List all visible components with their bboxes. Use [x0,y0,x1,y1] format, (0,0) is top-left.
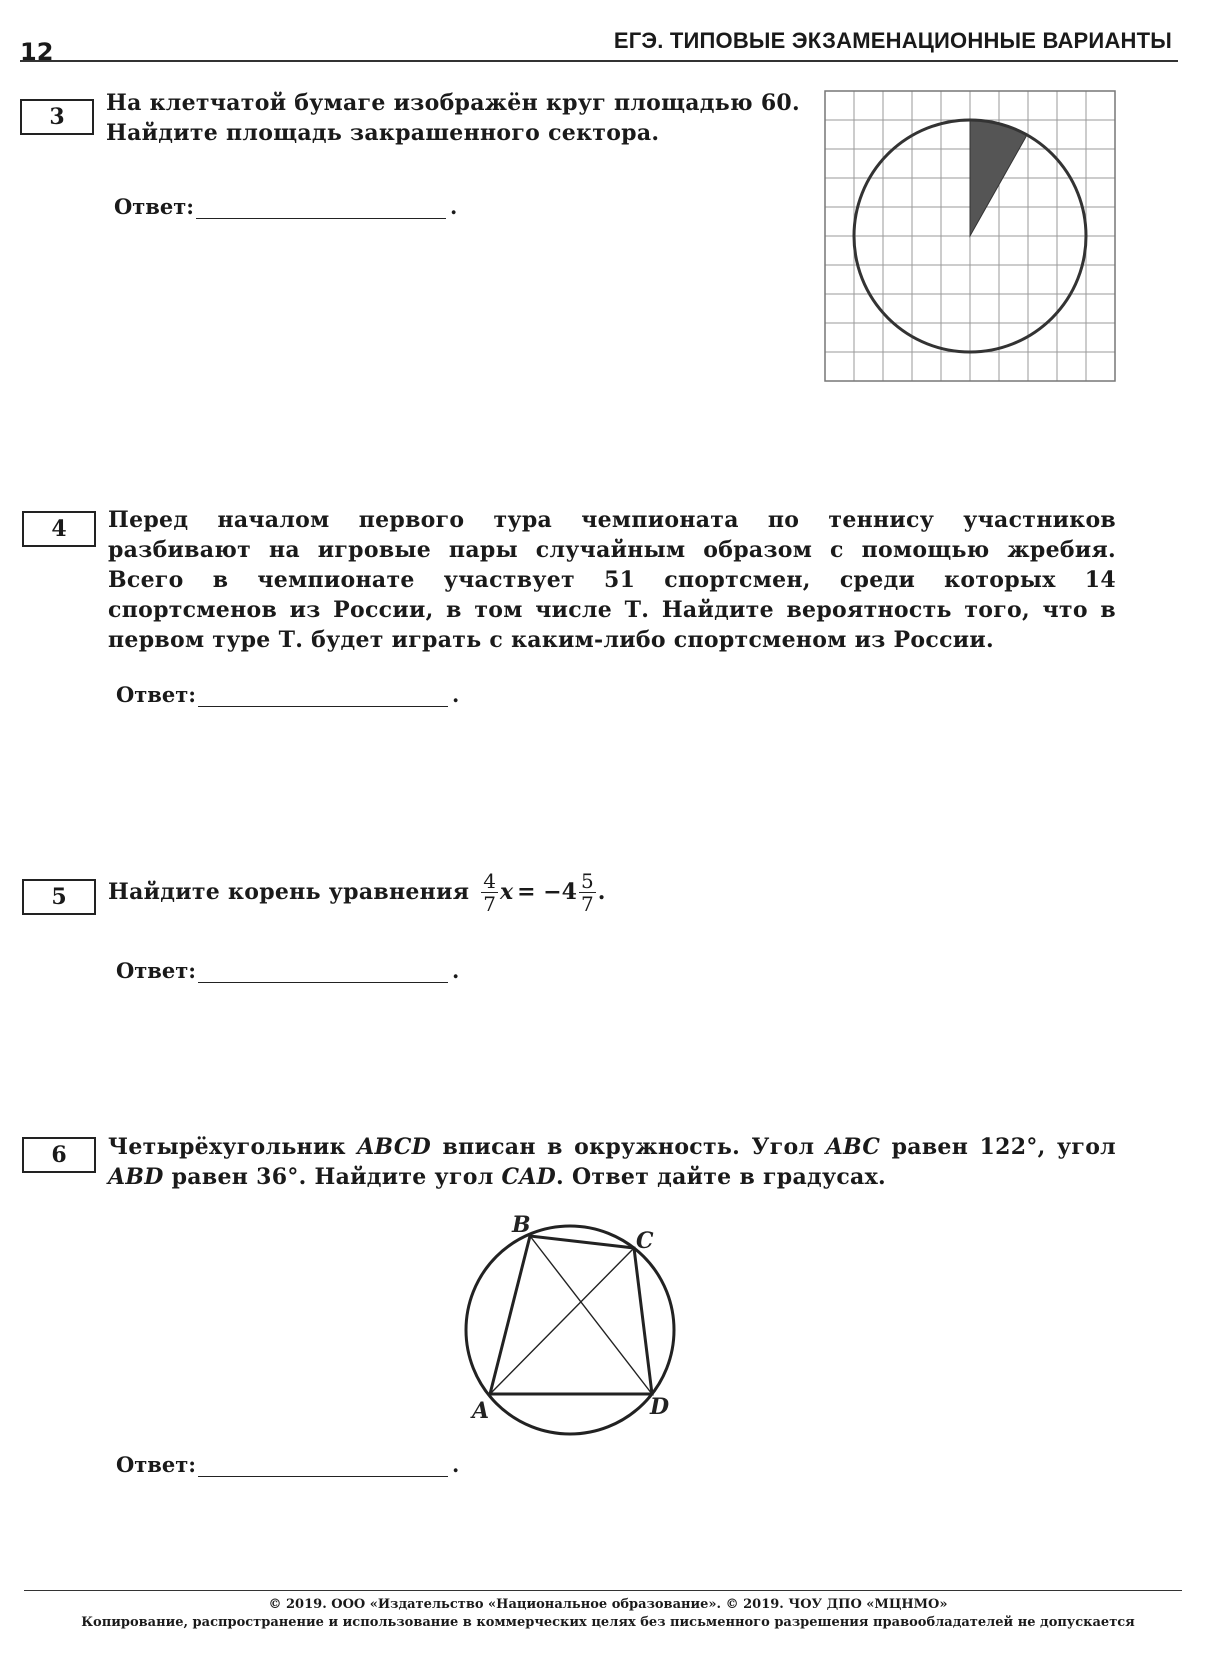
task-5-answer [116,958,459,983]
task-6-text [108,1132,1116,1192]
equation-variable: x [499,879,514,905]
task-6-term-abcd: ABCD [357,1134,432,1160]
task-6-term-cad: CAD [501,1164,557,1190]
lhs-denominator: 7 [483,891,496,916]
task-6-answer [116,1452,459,1477]
label-c: C [636,1228,654,1254]
header-divider [20,60,1178,62]
task-5-statement [108,862,605,922]
equation-equals: = −4 [517,879,577,905]
task-3-answer-field[interactable] [196,198,446,219]
task-6-text-part: Четырёхугольник [108,1134,358,1160]
answer-end: . [452,1452,460,1477]
task-6-answer-field[interactable] [198,1456,448,1477]
answer-label: Ответ: [116,682,197,707]
answer-label: Ответ: [116,958,197,983]
task-6-text-part: равен 36°. Найдите угол [163,1164,502,1190]
task-4-text: Перед началом первого тура чемпионата по теннису участников разбивают на игровые пары случайным образом с помощью жребия. Всего в чемпионате участвует 51 спортсмен, среди которых 14 спортсменов из России, в том числе Т. Найдите вероятность того, что в первом туре Т. будет играть с каким-либо спортсменом из России. [108,507,1116,653]
diagonal-bd [530,1236,652,1394]
rhs-numerator: 5 [580,868,594,893]
running-header: ЕГЭ. ТИПОВЫЕ ЭКЗАМЕНАЦИОННЫЕ ВАРИАНТЫ [613,28,1172,53]
task-6-number: 6 [51,1142,67,1168]
answer-label: Ответ: [114,194,195,219]
task-6-term-abc: ABC [825,1134,881,1160]
task-4-number-box [22,511,96,547]
task-5-text: Найдите корень уравнения [108,879,470,905]
task-6-text-part: вписан в окружность. Угол [431,1134,826,1160]
lhs-fraction [481,870,498,915]
rhs-fraction [579,870,596,915]
task-6-number-box [22,1137,96,1173]
answer-label: Ответ: [116,1452,197,1477]
task-6-text-part: равен 122°, угол [880,1134,1116,1160]
task-5-answer-field[interactable] [198,962,448,983]
rhs-denominator: 7 [580,891,594,916]
task-5-number-box [22,879,96,915]
task-3-text: На клетчатой бумаге изображён круг площадью 60. Найдите площадь закрашенного сектора. [106,90,800,146]
answer-end: . [450,194,458,219]
task-3-number: 3 [49,104,65,130]
footer-notice: Копирование, распространение и использование в коммерческих целях без письменного разрешения правообладателей не допускается [81,1615,1135,1630]
task-4-number: 4 [51,516,67,542]
task-4-answer-field[interactable] [198,686,448,707]
answer-end: . [452,682,460,707]
equation-end: . [597,879,606,905]
task-6-text-part: . Ответ дайте в градусах. [556,1164,886,1190]
answer-end: . [452,958,460,983]
footer-divider [24,1590,1182,1591]
label-b: B [512,1212,531,1238]
task-3-grid-figure [822,88,1118,384]
task-3-answer [114,194,457,219]
label-a: A [472,1398,490,1424]
task-6-inscribed-quadrilateral [452,1208,692,1448]
lhs-numerator: 4 [483,868,496,893]
task-4-answer [116,682,459,707]
label-d: D [650,1394,670,1420]
task-3-number-box [20,99,94,135]
task-5-number: 5 [51,884,67,910]
diagonal-ac [490,1248,634,1394]
footer-copyright: © 2019. ООО «Издательство «Национальное образование». © 2019. ЧОУ ДПО «МЦНМО» [268,1597,948,1612]
task-6-term-abd: ABD [108,1164,164,1190]
page-number: 12 [20,38,54,66]
